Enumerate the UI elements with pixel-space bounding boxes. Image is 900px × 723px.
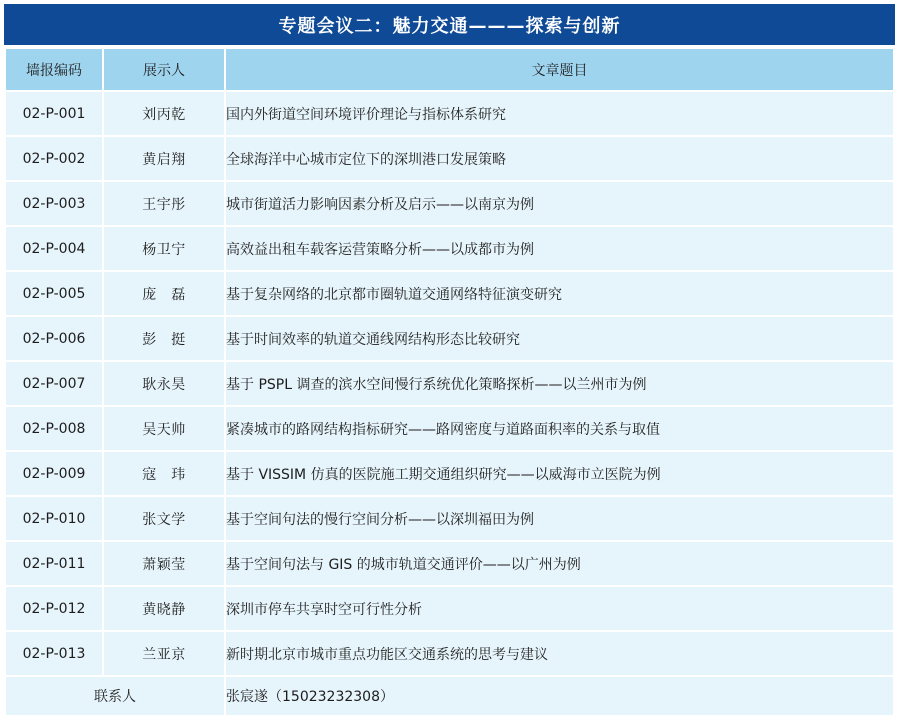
table-row [6, 317, 893, 360]
paper-title: 基于时间效率的轨道交通线网结构形态比较研究 [226, 317, 893, 360]
presenter-name: 杨卫宁 [104, 227, 224, 270]
paper-title: 全球海洋中心城市定位下的深圳港口发展策略 [226, 137, 893, 180]
presenter-name: 张文学 [104, 497, 224, 540]
header-poster-code: 墙报编码 [6, 49, 102, 90]
presenter-name: 彭 挺 [104, 317, 224, 360]
poster-code: 02-P-013 [6, 632, 102, 675]
table-row [6, 587, 893, 630]
poster-code: 02-P-005 [6, 272, 102, 315]
presenter-name: 寇 玮 [104, 452, 224, 495]
poster-table [4, 47, 895, 717]
poster-code: 02-P-011 [6, 542, 102, 585]
presenter-name: 萧颖莹 [104, 542, 224, 585]
table-row [6, 632, 893, 675]
presenter-name: 吴天帅 [104, 407, 224, 450]
table-row [6, 407, 893, 450]
table-row [6, 497, 893, 540]
poster-code: 02-P-003 [6, 182, 102, 225]
presenter-name: 王宇彤 [104, 182, 224, 225]
poster-code: 02-P-010 [6, 497, 102, 540]
presenter-name: 兰亚京 [104, 632, 224, 675]
table-row [6, 362, 893, 405]
poster-code: 02-P-008 [6, 407, 102, 450]
contact-label: 联系人 [6, 677, 224, 715]
presenter-name: 耿永昊 [104, 362, 224, 405]
table-row [6, 452, 893, 495]
paper-title: 基于 VISSIM 仿真的医院施工期交通组织研究——以威海市立医院为例 [226, 452, 893, 495]
presenter-name: 庞 磊 [104, 272, 224, 315]
table-row [6, 137, 893, 180]
poster-code: 02-P-004 [6, 227, 102, 270]
table-row [6, 227, 893, 270]
poster-code: 02-P-012 [6, 587, 102, 630]
contact-row [6, 677, 893, 715]
table-row [6, 182, 893, 225]
paper-title: 基于空间句法的慢行空间分析——以深圳福田为例 [226, 497, 893, 540]
presenter-name: 黄晓静 [104, 587, 224, 630]
paper-title: 高效益出租车载客运营策略分析——以成都市为例 [226, 227, 893, 270]
poster-code: 02-P-001 [6, 92, 102, 135]
table-row [6, 92, 893, 135]
table-row [6, 272, 893, 315]
poster-code: 02-P-007 [6, 362, 102, 405]
header-presenter: 展示人 [104, 49, 224, 90]
contact-value: 张宸遂（15023232308） [226, 677, 893, 715]
paper-title: 紧凑城市的路网结构指标研究——路网密度与道路面积率的关系与取值 [226, 407, 893, 450]
paper-title: 城市街道活力影响因素分析及启示——以南京为例 [226, 182, 893, 225]
poster-code: 02-P-009 [6, 452, 102, 495]
table-header-row [6, 49, 893, 90]
poster-code: 02-P-006 [6, 317, 102, 360]
paper-title: 基于复杂网络的北京都市圈轨道交通网络特征演变研究 [226, 272, 893, 315]
session-title: 专题会议二：魅力交通———探索与创新 [4, 4, 895, 45]
paper-title: 基于 PSPL 调查的滨水空间慢行系统优化策略探析——以兰州市为例 [226, 362, 893, 405]
paper-title: 国内外街道空间环境评价理论与指标体系研究 [226, 92, 893, 135]
table-row [6, 542, 893, 585]
paper-title: 基于空间句法与 GIS 的城市轨道交通评价——以广州为例 [226, 542, 893, 585]
header-paper-title: 文章题目 [226, 49, 893, 90]
paper-title: 深圳市停车共享时空可行性分析 [226, 587, 893, 630]
paper-title: 新时期北京市城市重点功能区交通系统的思考与建议 [226, 632, 893, 675]
presenter-name: 黄启翔 [104, 137, 224, 180]
presenter-name: 刘丙乾 [104, 92, 224, 135]
poster-code: 02-P-002 [6, 137, 102, 180]
